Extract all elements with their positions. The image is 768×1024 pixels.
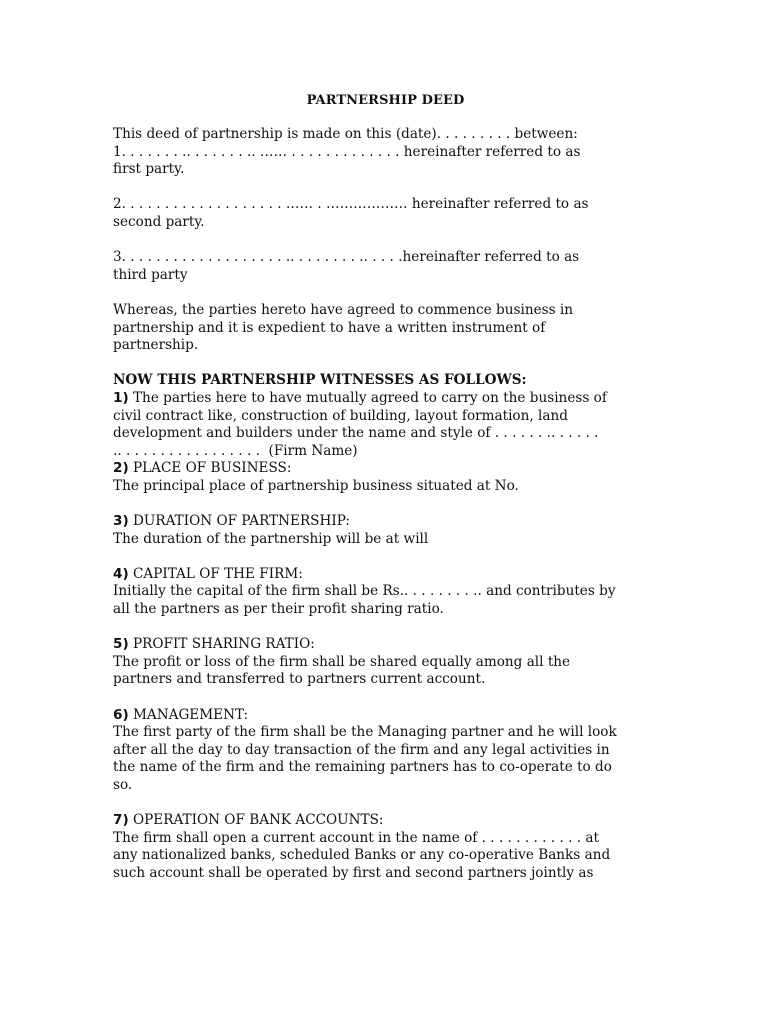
clause-2-heading (113, 460, 658, 478)
whereas-line: Whereas, the parties hereto have agreed to commence business in (113, 301, 573, 318)
clause-3-line: The duration of the partnership will be at will (113, 530, 429, 547)
intro-line: This deed of partnership is made on this (date). . . . . . . . . between: (113, 126, 578, 142)
clause-7-line: such account shall be operated by first and second partners jointly as (113, 864, 594, 881)
clause-4-heading (113, 566, 658, 584)
clause-heading: PROFIT SHARING RATIO: (128, 636, 315, 653)
clause-5-heading (113, 636, 658, 654)
clause-3-heading (113, 513, 658, 531)
party2-line: 2. . . . . . . . . . . . . . . . . . . …… . ……………… hereinafter referred to as (113, 196, 589, 213)
party1-role: first party. (113, 161, 185, 178)
clause-7-line: The firm shall open a current account in the name of . . . . . . . . . . . . at (113, 829, 599, 846)
clause-6-line: the name of the firm and the remaining partners has to co-operate to do (113, 759, 612, 776)
clause-2-line: The principal place of partnership business situated at No. (113, 477, 519, 494)
clause-number: 5) (113, 636, 129, 653)
party1-line: 1. . . . . . . .. . . . . . . .. …… . . . . . . . . . . . . . hereinafter referred to as (113, 143, 581, 160)
clause-6-line: after all the day to day transaction of the firm and any legal activities in (113, 741, 610, 758)
clause-heading: CAPITAL OF THE FIRM: (128, 565, 303, 582)
clause-7-heading (113, 812, 658, 830)
clause-number: 6) (113, 706, 129, 723)
clause-4-line: Initially the capital of the firm shall be Rs.. . . . . . . . .. and contributes by (113, 583, 616, 600)
clause-5-line: The profit or loss of the firm shall be shared equally among all the (113, 653, 571, 670)
whereas-line: partnership and it is expedient to have a written instrument of (113, 319, 546, 336)
clause-6-line: so. (113, 776, 133, 793)
clause-number: 3) (113, 513, 129, 530)
clause-1 (113, 390, 658, 408)
clause-text: The parties here to have mutually agreed to carry on the business of (128, 389, 607, 406)
document-title: PARTNERSHIP DEED (306, 93, 465, 108)
clause-4-line: all the partners as per their profit sharing ratio. (113, 601, 444, 618)
clause-7-line: any nationalized banks, scheduled Banks or any co-operative Banks and (113, 847, 611, 864)
clause-1-line: .. . . . . . . . . . . . . . . . . (Firm Name) (113, 442, 358, 459)
party2-role: second party. (113, 213, 205, 230)
whereas-line: partnership. (113, 337, 199, 354)
clause-heading: MANAGEMENT: (128, 706, 249, 723)
clause-heading: PLACE OF BUSINESS: (128, 460, 292, 477)
clause-6-heading (113, 707, 658, 725)
clause-number: 7) (113, 812, 129, 829)
clause-1-line: development and builders under the name and style of . . . . . . .. . . . . . (113, 425, 599, 442)
party3-line: 3. . . . . . . . . . . . . . . . . . . .. . . . . . . . .. . . . .hereinafter referred to as (113, 249, 580, 266)
party3-role: third party (113, 266, 188, 283)
clause-number: 4) (113, 565, 129, 582)
clause-1-line: civil contract like, construction of building, layout formation, land (113, 407, 568, 424)
clause-heading: DURATION OF PARTNERSHIP: (128, 513, 350, 530)
clause-5-line: partners and transferred to partners current account. (113, 671, 486, 688)
witness-heading: NOW THIS PARTNERSHIP WITNESSES AS FOLLOWS: (113, 372, 527, 389)
clause-6-line: The first party of the firm shall be the Managing partner and he will look (113, 724, 617, 741)
clause-heading: OPERATION OF BANK ACCOUNTS: (128, 812, 384, 829)
clause-number: 2) (113, 460, 129, 477)
clause-number: 1) (113, 389, 129, 406)
